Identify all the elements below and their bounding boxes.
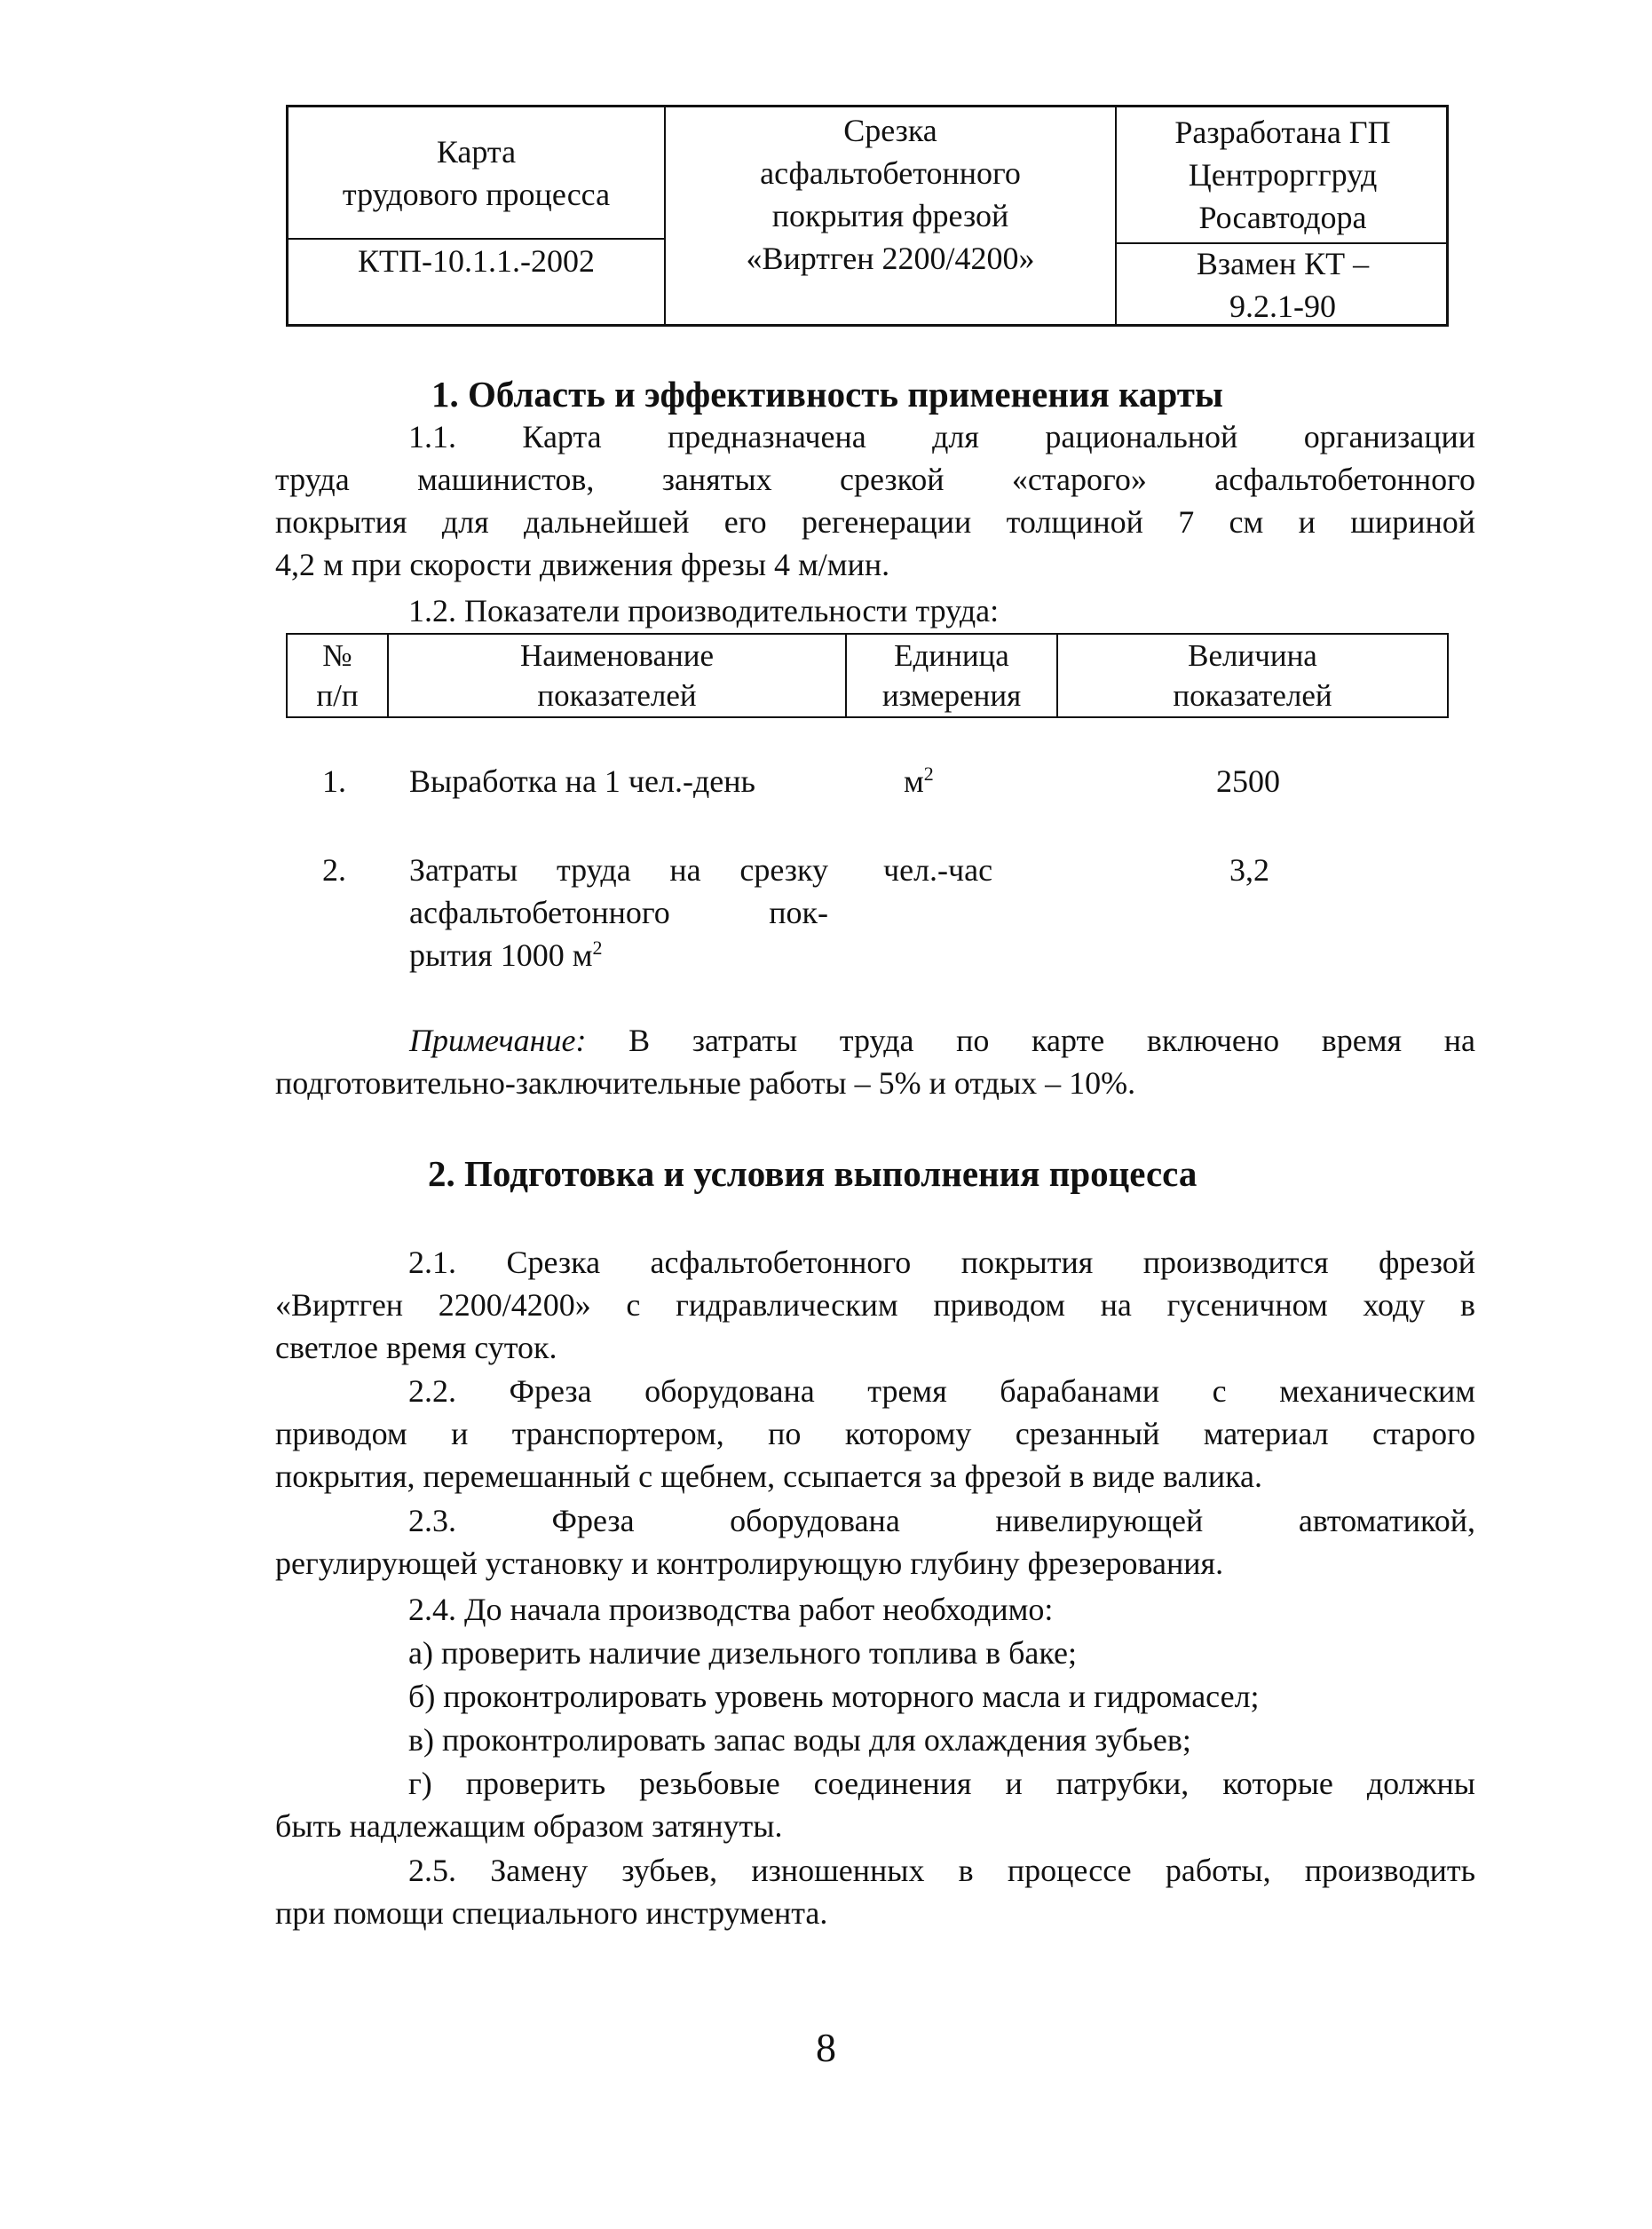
- paragraph-line: регулирующей установку и контролирующую глубину фрезерования.: [275, 1545, 1224, 1581]
- operation-line: асфальтобетонного: [760, 155, 1021, 191]
- list-item: в) проконтролировать запас воды для охлаждения зубьев;: [408, 1722, 1191, 1758]
- list-item: быть надлежащим образом затянуты.: [275, 1808, 783, 1844]
- note-text: В затраты труда по карте включено время на: [586, 1023, 1475, 1058]
- row-name: Затраты труда на срезку: [409, 852, 828, 888]
- header-text: показателей: [537, 678, 697, 713]
- paragraph-line: 2.4. До начала производства работ необходимо:: [408, 1592, 1054, 1627]
- unit-superscript: 2: [923, 763, 934, 785]
- paragraph-line: 2.1. Срезка асфальтобетонного покрытия производится фрезой: [408, 1245, 1475, 1280]
- header-text: Единица: [894, 638, 1009, 673]
- paragraph-line: «Виртген 2200/4200» с гидравлическим приводом на гусеничном ходу в: [275, 1287, 1475, 1323]
- paragraph-line: 1.2. Показатели производительности труда:: [408, 593, 1000, 628]
- row-name: Выработка на 1 чел.-день: [409, 763, 755, 799]
- paragraph-line: приводом и транспортером, по которому срезанный материал старого: [275, 1416, 1475, 1451]
- replaces-cell: [1117, 244, 1449, 326]
- page-number: 8: [816, 2025, 836, 2070]
- operation-line: Срезка: [843, 113, 937, 148]
- row-unit: [904, 760, 934, 802]
- header-text: №: [322, 638, 352, 673]
- header-text: Наименование: [519, 638, 715, 673]
- paragraph-line: 2.2. Фреза оборудована тремя барабанами с механическим: [408, 1373, 1475, 1409]
- row-name: асфальтобетонного пок-: [409, 895, 828, 930]
- card-title-line: трудового процесса: [342, 176, 611, 212]
- unit-text: м: [904, 763, 924, 799]
- section-1-title: 1. Область и эффективность применения карты: [431, 374, 1223, 415]
- replaces-line: 9.2.1-90: [1229, 289, 1336, 324]
- paragraph-line: 2.5. Замену зубьев, изношенных в процессе работы, производить: [408, 1853, 1475, 1888]
- replaces-line: Взамен КТ –: [1196, 246, 1370, 281]
- developer-cell: [1117, 107, 1449, 242]
- card-title-cell: [289, 107, 664, 238]
- row-value: 2500: [1216, 763, 1280, 799]
- col-value: [1058, 635, 1447, 716]
- card-code-cell: [289, 240, 664, 284]
- note-line: [409, 1019, 1475, 1062]
- card-code: КТП-10.1.1.-2002: [358, 243, 595, 279]
- paragraph-line: при помощи специального инструмента.: [275, 1895, 828, 1931]
- developer-line: Росавтодора: [1198, 200, 1367, 235]
- row-name-text: рытия 1000 м: [409, 937, 593, 973]
- list-item: а) проверить наличие дизельного топлива в баке;: [408, 1635, 1077, 1671]
- note-line: подготовительно-заключительные работы – 5% и отдых – 10%.: [275, 1065, 1136, 1101]
- header-text: п/п: [316, 678, 359, 713]
- name-superscript: 2: [592, 937, 603, 959]
- operation-cell: [666, 107, 1115, 281]
- indicators-table-header: [286, 633, 1449, 718]
- card-title-line: Карта: [436, 133, 517, 170]
- operation-line: покрытия фрезой: [771, 198, 1009, 233]
- header-text: Величина: [1188, 638, 1317, 673]
- paragraph-line: 2.3. Фреза оборудована нивелирующей автоматикой,: [408, 1503, 1475, 1538]
- developer-line: Центрорггруд: [1188, 157, 1378, 193]
- row-number: 2.: [322, 852, 346, 888]
- row-name: [409, 934, 603, 976]
- list-item: г) проверить резьбовые соединения и патрубки, которые должны: [408, 1766, 1475, 1801]
- section-2-title: 2. Подготовка и условия выполнения процесса: [428, 1153, 1198, 1194]
- col-number: [288, 635, 387, 716]
- row-value: 3,2: [1229, 852, 1269, 888]
- header-table: [286, 105, 1449, 327]
- paragraph-line: 1.1. Карта предназначена для рациональной организации: [408, 419, 1475, 454]
- list-item: б) проконтролировать уровень моторного масла и гидромасел;: [408, 1679, 1260, 1714]
- paragraph-line: труда машинистов, занятых срезкой «старого» асфальтобетонного: [275, 462, 1475, 497]
- row-unit: чел.-час: [883, 852, 993, 888]
- developer-line: Разработана ГП: [1174, 115, 1391, 150]
- header-text: измерения: [881, 678, 1022, 713]
- paragraph-line: покрытия для дальнейшей его регенерации толщиной 7 см и шириной: [275, 504, 1475, 540]
- col-unit: [847, 635, 1056, 716]
- operation-line: «Виртген 2200/4200»: [746, 241, 1035, 276]
- paragraph-line: 4,2 м при скорости движения фрезы 4 м/мин.: [275, 547, 890, 582]
- note-label: Примечание:: [409, 1023, 587, 1058]
- header-text: показателей: [1173, 678, 1332, 713]
- paragraph-line: светлое время суток.: [275, 1330, 557, 1365]
- col-name: [389, 635, 845, 716]
- paragraph-line: покрытия, перемешанный с щебнем, ссыпается за фрезой в виде валика.: [275, 1458, 1263, 1494]
- row-number: 1.: [322, 763, 346, 799]
